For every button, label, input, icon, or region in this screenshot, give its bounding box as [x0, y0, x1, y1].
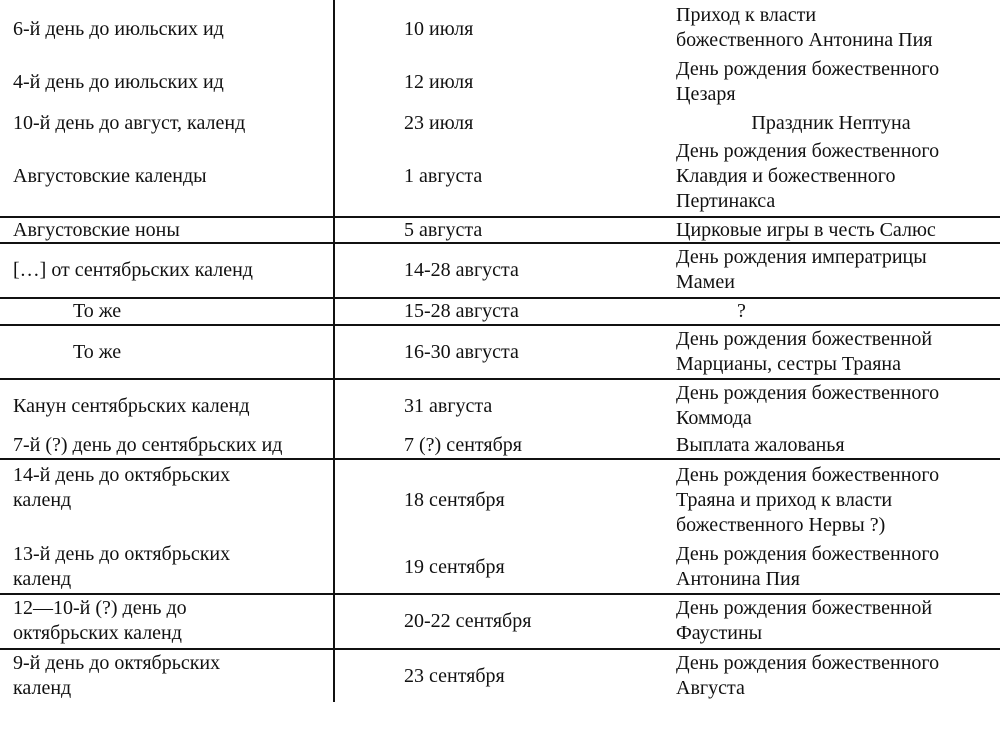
event-cell: То же	[73, 340, 122, 363]
description-cell: День рождения божественного Августа	[676, 652, 940, 699]
table-row	[0, 433, 1000, 458]
date-cell: 5 августа	[404, 218, 483, 241]
date-cell: 12 июля	[404, 70, 474, 93]
date-cell: 15-28 августа	[404, 299, 519, 322]
event-cell: 6-й день до июльских ид	[13, 17, 224, 40]
table-row	[0, 218, 1000, 241]
description-cell: Праздник Нептуна	[751, 111, 911, 134]
description-cell: День рождения божественной Фаустины	[676, 597, 933, 644]
description-cell: День рождения императрицы Мамеи	[676, 246, 927, 293]
description-cell: Выплата жалованья	[676, 434, 845, 456]
date-cell: 19 сентября	[404, 555, 505, 578]
date-cell: 18 сентября	[404, 488, 505, 511]
event-cell: Августовские календы	[13, 164, 207, 187]
table-row	[0, 2, 1000, 54]
table-row	[0, 650, 1000, 702]
description-cell: День рождения божественной Марцианы, сестры Траяна	[676, 328, 933, 375]
date-cell: 7 (?) сентября	[404, 434, 522, 456]
description-cell: Приход к власти божественного Антонина Пия	[676, 4, 933, 51]
date-cell: 23 июля	[404, 111, 474, 134]
table-row	[0, 244, 1000, 296]
event-cell: 10-й день до август, календ	[13, 111, 246, 134]
event-cell: 12—10-й (?) день до октябрьских календ	[13, 597, 187, 644]
event-cell: 14-й день до октябрьских календ	[13, 464, 231, 511]
date-cell: 10 июля	[404, 17, 474, 40]
table-row	[0, 460, 1000, 540]
date-cell: 1 августа	[404, 164, 483, 187]
description-cell: День рождения божественного Коммода	[676, 382, 940, 429]
event-cell: […] от сентябрьских календ	[13, 258, 253, 281]
date-cell: 31 августа	[404, 394, 493, 417]
table-row	[0, 110, 1000, 136]
event-cell: 4-й день до июльских ид	[13, 70, 224, 93]
event-cell: 13-й день до октябрьских календ	[13, 543, 231, 590]
table-row	[0, 138, 1000, 214]
event-cell: 7-й (?) день до сентябрьских ид	[13, 434, 283, 456]
table-row	[0, 56, 1000, 108]
description-cell: День рождения божественного Клавдия и божественного Пертинакса	[676, 139, 940, 212]
description-cell: День рождения божественного Цезаря	[676, 58, 940, 105]
event-cell: То же	[73, 299, 122, 322]
table-row	[0, 299, 1000, 323]
date-cell: 20-22 сентября	[404, 609, 532, 632]
event-cell: Августовские ноны	[13, 218, 180, 241]
description-cell: День рождения божественного Траяна и приход к власти божественного Нервы ?)	[676, 463, 940, 536]
table-row	[0, 595, 1000, 647]
table-row	[0, 326, 1000, 378]
date-cell: 14-28 августа	[404, 258, 519, 281]
date-cell: 16-30 августа	[404, 340, 519, 363]
table-row	[0, 541, 1000, 593]
event-cell: 9-й день до октябрьских календ	[13, 652, 221, 699]
event-cell: Канун сентябрьских календ	[13, 394, 250, 417]
description-cell: Цирковые игры в честь Салюс	[676, 218, 936, 241]
description-cell: ?	[737, 299, 746, 322]
date-cell: 23 сентября	[404, 664, 505, 687]
description-cell: День рождения божественного Антонина Пия	[676, 543, 940, 590]
table-row	[0, 380, 1000, 432]
